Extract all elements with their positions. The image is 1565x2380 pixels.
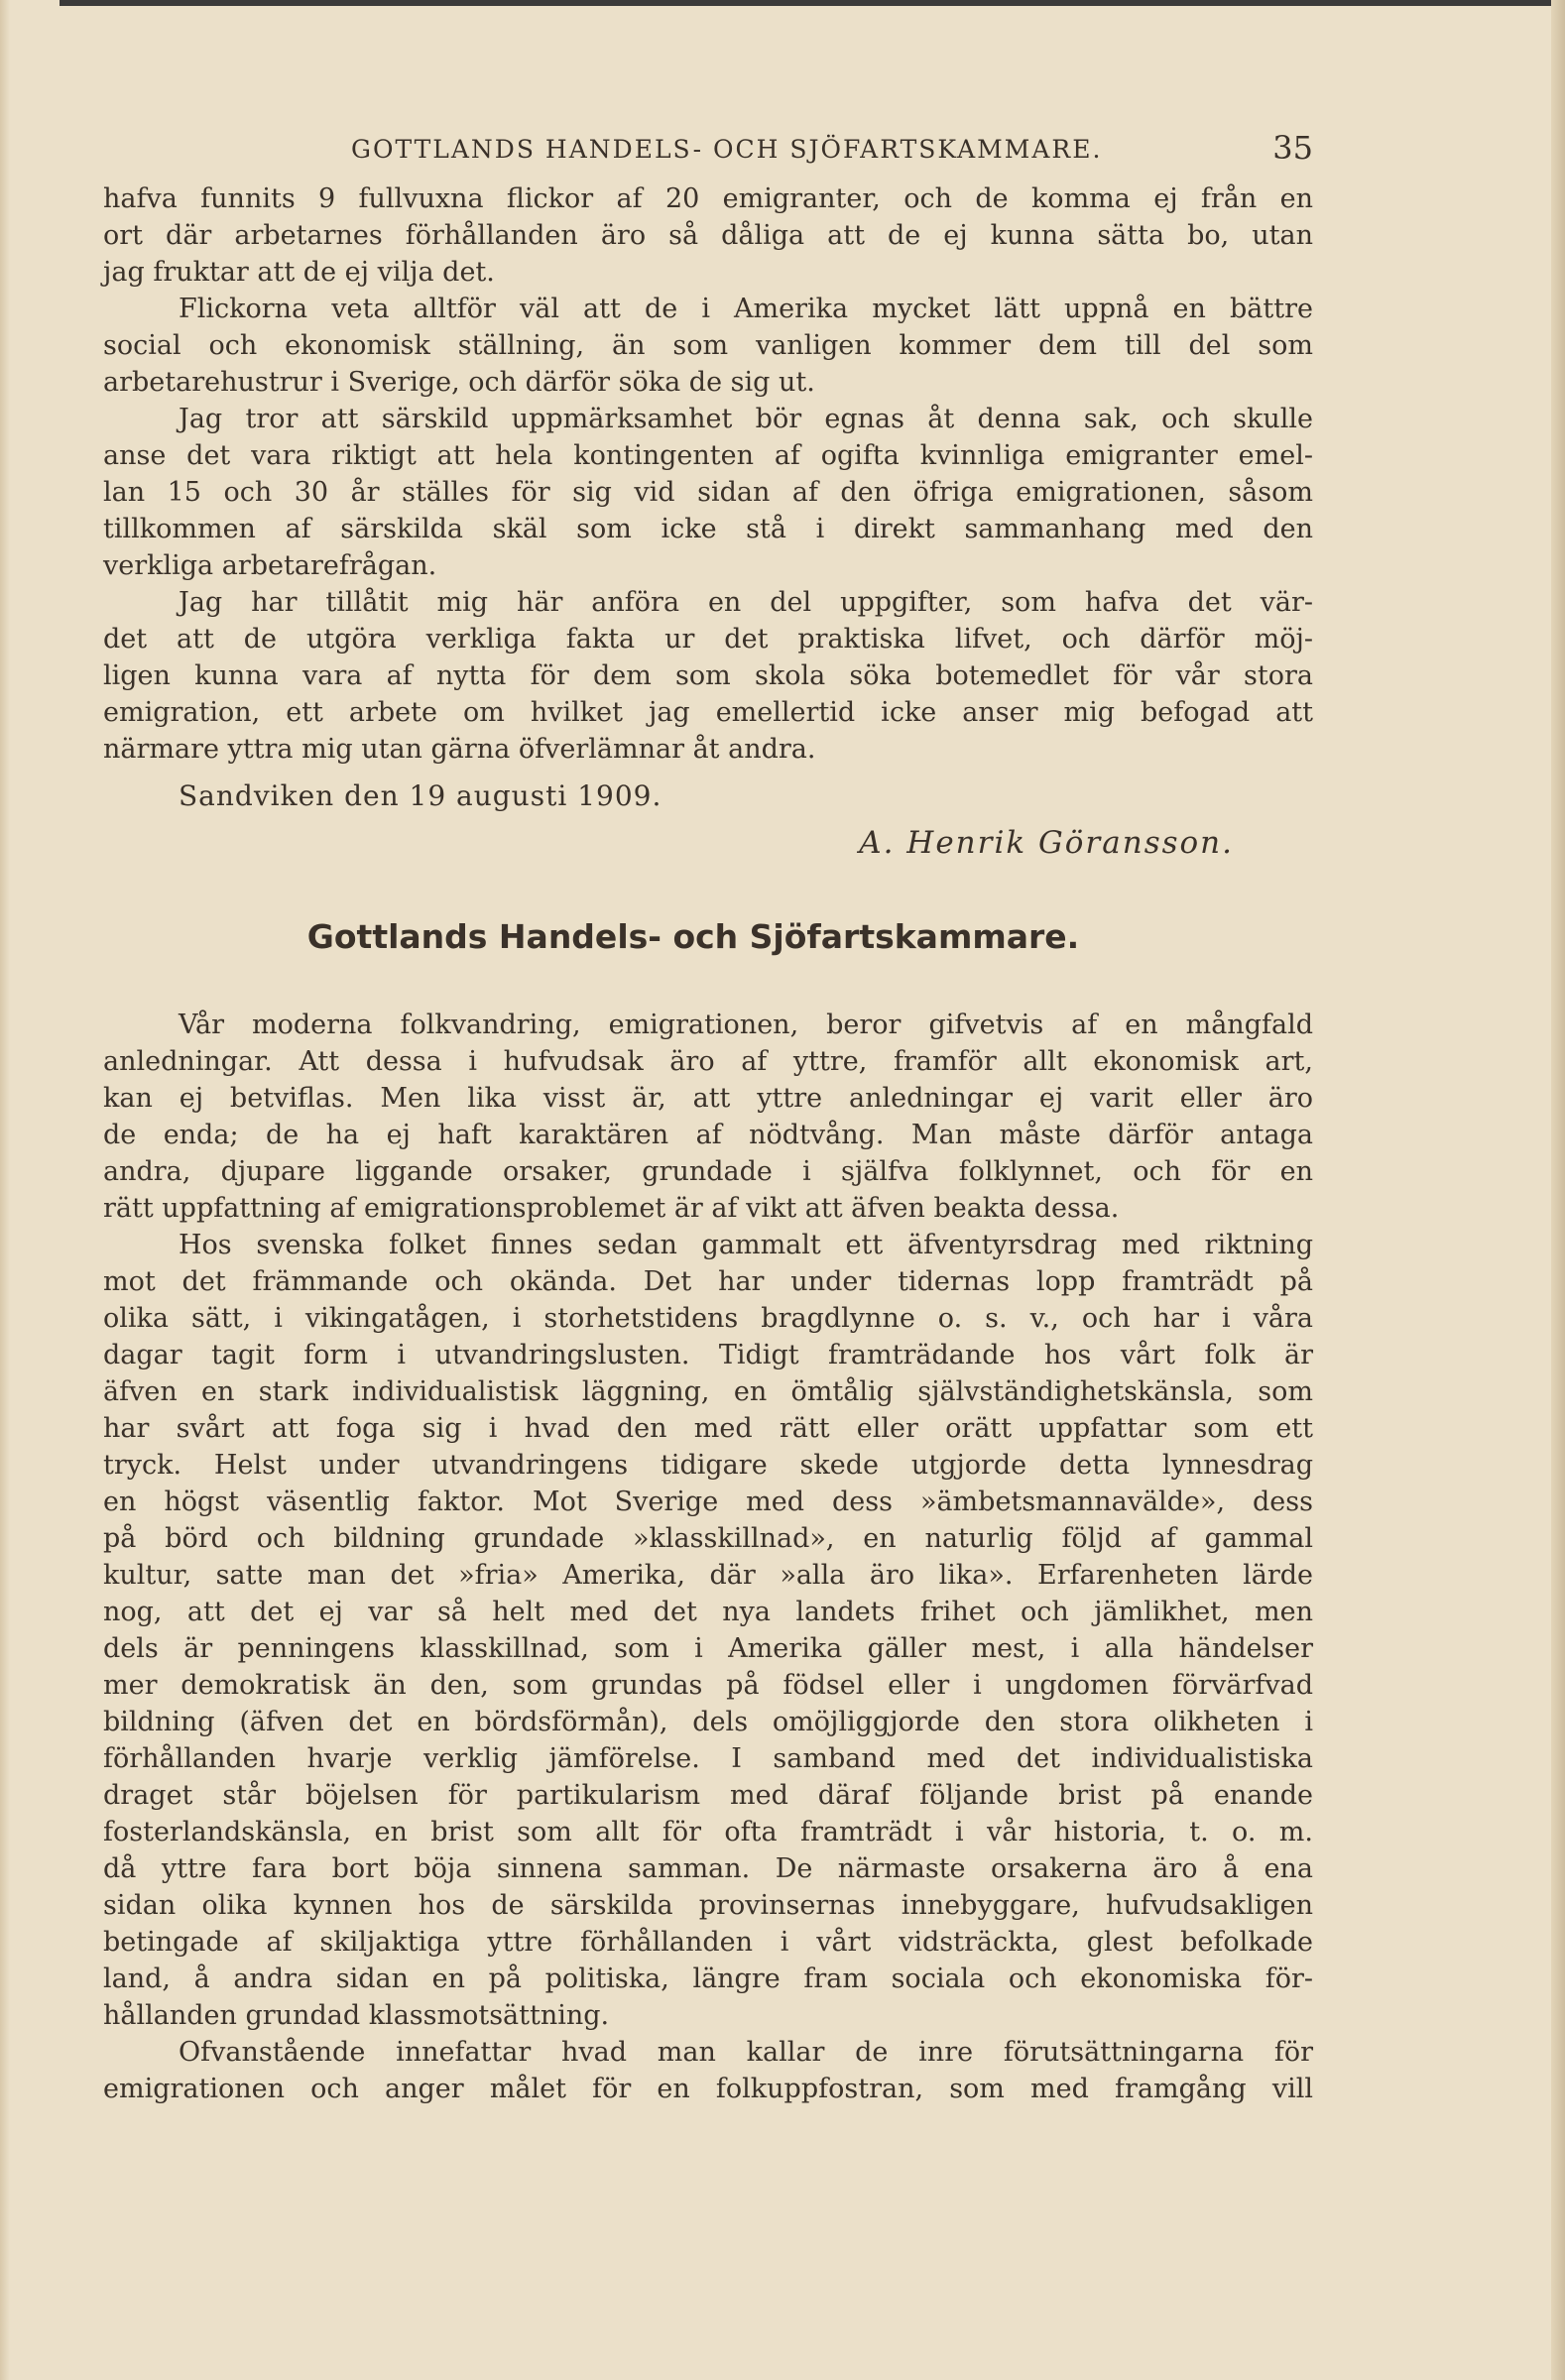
text-line: dels är penningens klasskillnad, som i Amerika gäller mest, i alla händelser — [103, 1633, 1313, 1664]
text-line: anse det vara riktigt att hela kontingenten af ogifta kvinnliga emigranter emel- — [103, 440, 1313, 471]
section-heading: Gottlands Handels- och Sjöfartskammare. — [306, 917, 1080, 956]
text-line: tillkommen af särskilda skäl som icke stå i direkt sammanhang med den — [103, 514, 1313, 544]
text-line: betingade af skiljaktiga yttre förhållanden i vårt vidsträckta, glest befolkade — [103, 1927, 1313, 1958]
text-line: dagar tagit form i utvandringslusten. Tidigt framträdande hos vårt folk är — [103, 1340, 1313, 1370]
page-content — [103, 117, 1313, 2107]
text-line: jag fruktar att de ej vilja det. — [103, 257, 495, 288]
text-line: bildning (äfven det en bördsförmån), dels omöjliggjorde den stora olikheten i — [103, 1707, 1313, 1737]
text-line: förhållanden hvarje verklig jämförelse. I samband med det individualistiska — [103, 1743, 1313, 1774]
text-line: Vår moderna folkvandring, emigrationen, beror gifvetvis af en mångfald — [179, 1010, 1313, 1040]
text-line: de enda; de ha ej haft karaktären af nödtvång. Man måste därför antaga — [103, 1120, 1313, 1150]
text-line: kan ej betviflas. Men lika visst är, att yttre anledningar ej varit eller äro — [103, 1083, 1313, 1114]
text-line: mot det främmande och okända. Det har under tidernas lopp framträdt på — [103, 1266, 1313, 1297]
page-gutter-shadow — [0, 0, 10, 2380]
page-edge-shadow — [1551, 0, 1565, 2380]
letter-body — [103, 180, 1313, 768]
text-line: en högst väsentlig faktor. Mot Sverige med dess »ämbetsmannavälde», dess — [103, 1487, 1313, 1517]
text-line: emigrationen och anger målet för en folkuppfostran, som med framgång vill — [103, 2074, 1313, 2104]
text-line: lan 15 och 30 år ställes för sig vid sidan af den öfriga emigrationen, såsom — [103, 477, 1313, 508]
text-line: sidan olika kynnen hos de särskilda provinsernas innebyggare, hufvudsakligen — [103, 1890, 1313, 1921]
text-line: hafva funnits 9 fullvuxna flickor af 20 emigranter, och de komma ej från en — [103, 183, 1313, 214]
text-line: närmare yttra mig utan gärna öfverlämnar åt andra. — [103, 734, 816, 765]
top-border-rule — [60, 0, 1565, 6]
text-line: på börd och bildning grundade »klasskillnad», en naturlig följd af gammal — [103, 1523, 1313, 1554]
text-line: fosterlandskänsla, en brist som allt för ofta framträdt i vår historia, t. o. m. — [103, 1817, 1313, 1847]
section-body — [103, 1007, 1313, 2107]
text-line: land, å andra sidan en på politiska, längre fram sociala och ekonomiska för- — [103, 1964, 1313, 1994]
text-line: tryck. Helst under utvandringens tidigare skede utgjorde detta lynnesdrag — [103, 1450, 1313, 1481]
text-line: äfven en stark individualistisk läggning, en ömtålig självständighetskänsla, som — [103, 1376, 1313, 1407]
text-line: nog, att det ej var så helt med det nya landets frihet och jämlikhet, men — [103, 1597, 1313, 1627]
text-line: andra, djupare liggande orsaker, grundade i själfva folklynnet, och för en — [103, 1156, 1313, 1187]
text-line: emigration, ett arbete om hvilket jag emellertid icke anser mig befogad att — [103, 697, 1313, 728]
text-line: Flickorna veta alltför väl att de i Amerika mycket lätt uppnå en bättre — [179, 294, 1313, 324]
running-header — [103, 117, 1313, 180]
text-line: har svårt att foga sig i hvad den med rätt eller orätt uppfattar som ett — [103, 1413, 1313, 1444]
spacer — [103, 768, 1313, 774]
text-line: det att de utgöra verkliga fakta ur det praktiska lifvet, och därför möj- — [103, 624, 1313, 654]
signature: A. Henrik Göransson. — [859, 825, 1234, 861]
text-line: då yttre fara bort böja sinnena samman. De närmaste orsakerna äro å ena — [103, 1853, 1313, 1884]
text-line: Hos svenska folket finnes sedan gammalt ett äfventyrsdrag med riktning — [179, 1230, 1313, 1260]
text-line: arbetarehustrur i Sverige, och därför söka de sig ut. — [103, 367, 815, 398]
text-line: mer demokratisk än den, som grundas på födsel eller i ungdomen förvärfvad — [103, 1670, 1313, 1701]
text-line: hållanden grundad klassmotsättning. — [103, 2000, 610, 2031]
dateline: Sandviken den 19 augusti 1909. — [179, 779, 662, 812]
text-line: Jag har tillåtit mig här anföra en del uppgifter, som hafva det vär- — [179, 587, 1313, 618]
text-line: ort där arbetarnes förhållanden äro så dåliga att de ej kunna sätta bo, utan — [103, 220, 1313, 251]
text-line: anledningar. Att dessa i hufvudsak äro af yttre, framför allt ekonomisk art, — [103, 1046, 1313, 1077]
text-line: Jag tror att särskild uppmärksamhet bör egnas åt denna sak, och skulle — [179, 404, 1313, 434]
text-line: draget står böjelsen för partikularism med däraf följande brist på enande — [103, 1780, 1313, 1811]
text-line: Ofvanstående innefattar hvad man kallar de inre förutsättningarna för — [179, 2037, 1313, 2068]
text-line: kultur, satte man det »fria» Amerika, där »alla äro lika». Erfarenheten lärde — [103, 1560, 1313, 1591]
text-line: social och ekonomisk ställning, än som vanligen kommer dem till del som — [103, 330, 1313, 361]
text-line: rätt uppfattning af emigrationsproblemet är af vikt att äfven beakta dessa. — [103, 1193, 1120, 1224]
text-line: ligen kunna vara af nytta för dem som skola söka botemedlet för vår stora — [103, 660, 1313, 691]
text-line: verkliga arbetarefrågan. — [103, 550, 437, 581]
text-line: olika sätt, i vikingatågen, i storhetstidens bragdlynne o. s. v., och har i våra — [103, 1303, 1313, 1334]
running-title: GOTTLANDS HANDELS- OCH SJÖFARTSKAMMARE. — [351, 135, 1103, 164]
page-number: 35 — [1272, 129, 1313, 167]
